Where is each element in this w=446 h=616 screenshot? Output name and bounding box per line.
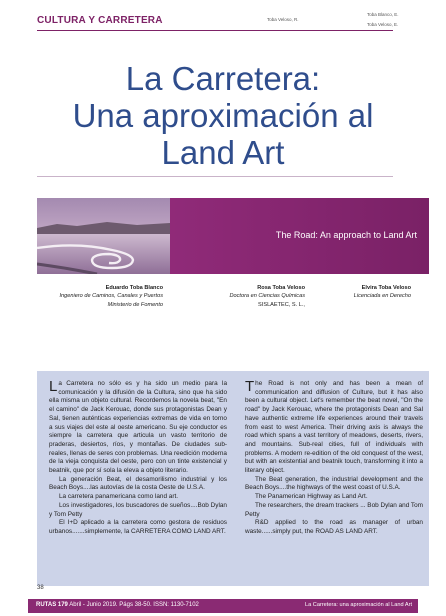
paragraph: The researchers, the dream trackers ... Bob Dylan and Tom Petty — [245, 501, 423, 518]
paragraph: The Panamerican Highway as Land Art. — [255, 493, 368, 501]
author-affiliation: Ministerio de Fomento — [107, 301, 163, 308]
journal-citation — [36, 602, 199, 608]
header-author-center: Toba Veloso, R. — [267, 17, 299, 22]
paragraph: La carretera panamericana como land art. — [59, 493, 179, 501]
journal-name: RUTAS 179 — [36, 602, 68, 608]
author-3 — [325, 284, 411, 301]
paragraph: R&D applied to the road as manager of urban waste......simply put, the ROAD AS LAND ART. — [245, 519, 423, 535]
paragraph-text: he Road is not only and has been a mean of communication and diffusion of Culture, but it has also been a cultural object. Let's remember the beat novel, "On the road" by Jack Kerouac, where the protagonists Dean and Sal have authentic extreme life experiences around their travels from east to west America. Their driving axis is always the road which spans a vast territory of meadows, deserts, rivers, and mountains. Sub-real cities, full of individuals with problems. A modern re-edition of the old conquest of the west, but with an existential and beatnik touch, transforming it into a literary object. — [245, 380, 423, 475]
drop-cap: L — [49, 378, 58, 395]
author-2 — [185, 284, 305, 309]
header-authors-right — [367, 10, 399, 30]
section-header: CULTURA Y CARRETERA — [37, 15, 163, 26]
spiral-jetty-photo — [37, 198, 170, 274]
author-role: Doctora en Ciencias Químicas — [229, 293, 305, 300]
author-role: Ingeniero de Caminos, Canales y Puertos — [59, 293, 163, 300]
footer-bar — [28, 599, 418, 613]
english-subtitle: The Road: An approach to Land Art — [275, 230, 417, 240]
title-line-2: Una aproximación al — [72, 97, 374, 134]
page-number: 38 — [37, 585, 44, 591]
paragraph — [49, 380, 227, 476]
author-affiliation: SISLAETEC, S. L., — [258, 301, 305, 308]
title-line-1: La Carretera: — [125, 60, 321, 97]
header-author-right-1: Toba Blanco, E. — [367, 12, 399, 17]
author-1 — [37, 284, 163, 309]
title-rule — [37, 176, 393, 177]
abstract-english — [245, 380, 423, 537]
header-author-right-2: Toba Veloso, E. — [367, 22, 399, 27]
authors-block — [37, 284, 429, 324]
paragraph: The Beat generation, the industrial development and the Beach Boys....the highways of the west coast of U.S.A. — [245, 475, 423, 492]
title-banner — [37, 198, 429, 274]
running-title: La Carretera: una aproximación al Land Art — [305, 602, 412, 608]
author-name: Rosa Toba Veloso — [257, 285, 305, 291]
issue-info: Abril - Junio 2019. Págs 38-50. ISSN: 1130-7102 — [67, 602, 199, 608]
title-line-3: Land Art — [161, 134, 285, 171]
paragraph — [245, 380, 423, 476]
author-name: Elvira Toba Veloso — [361, 285, 411, 291]
paragraph: La generación Beat, el desamorilismo industrial y los Beach Boys....las autovías de la costa Oeste de U.S.A. — [49, 475, 227, 492]
abstract-spanish — [49, 380, 227, 537]
author-role: Licenciada en Derecho — [353, 293, 411, 300]
paragraph: Los investigadores, los buscadores de sueños....Bob Dylan y Tom Petty — [49, 501, 227, 518]
abstract-box — [37, 371, 429, 586]
article-title — [0, 60, 446, 171]
header-rule — [37, 30, 393, 31]
author-name: Eduardo Toba Blanco — [105, 285, 163, 291]
paragraph-text: a Carretera no sólo es y ha sido un medio para la comunicación y la difusión de la Cultura, sino que ha sido ella misma un objeto cultural. Recordemos la novela beat, "En el camino" de Jack Kerouac, donde sus protagonistas Dean y Sal, tienen auténticas experiencias extremas de vida en torno a sus viajes del este al oeste americano. Su eje conductor es siempre la carretera que articula un vasto territorio de praderas, desiertos, ríos, y montañas. De ciudades sub- reales, llenas de seres con problemas. Una reedición moderna de la vieja conquista del oeste, pero con un tinte existencial y beatnik, que por sí sola la eleva a objeto literario. — [49, 380, 227, 475]
paragraph: El I+D aplicado a la carretera como gestora de residuos urbanos.......simplemente, la CARRETERA COMO LAND ART. — [49, 519, 227, 535]
drop-cap: T — [245, 378, 255, 395]
